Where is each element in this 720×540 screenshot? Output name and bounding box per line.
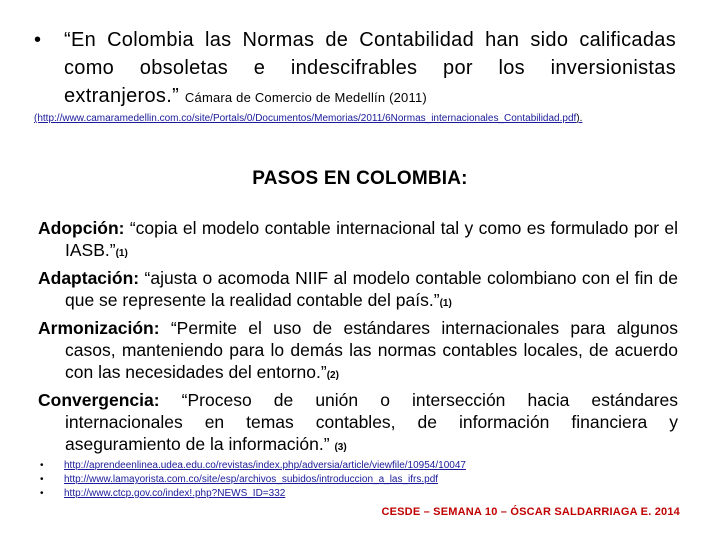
step-adaptacion (38, 267, 678, 315)
quote-source: Cámara de Comercio de Medellín (2011) (184, 90, 427, 105)
footer-link-item (40, 473, 680, 487)
footer-links (40, 459, 680, 501)
step-term: Adopción: (38, 218, 130, 238)
reference-url[interactable]: (http://www.camaramedellin.com.co/site/Portals/0/Documentos/Memorias/2011/6Normas_internacionales_Contabilidad.pdf (34, 113, 577, 124)
quote-block (34, 26, 676, 112)
footer-link-item (40, 487, 680, 501)
step-definition: “Proceso de unión o intersección hacia estándares internacionales en temas contables, de información financiera y aseguramiento de la información.” (65, 390, 678, 454)
step-note: (2) (326, 370, 339, 381)
quote-bullet: • (34, 29, 42, 51)
step-note: (3) (334, 442, 347, 453)
reference-link[interactable] (34, 112, 684, 125)
steps-list (38, 217, 678, 461)
step-definition: “ajusta o acomoda NIIF al modelo contable colombiano con el fin de que se represente la realidad contable del país.” (65, 268, 678, 310)
step-term: Armonización: (38, 318, 171, 338)
footer-link-url[interactable]: http://www.lamayorista.com.co/site/esp/archivos_subidos/introduccion_a_las_ifrs.pdf (64, 474, 439, 485)
footer-link-bullet: • (40, 488, 44, 499)
footer-link-bullet: • (40, 474, 44, 485)
footer-link-bullet: • (40, 460, 44, 471)
section-title: PASOS EN COLOMBIA: (252, 168, 468, 189)
step-term: Convergencia: (38, 390, 182, 410)
step-definition: “Permite el uso de estándares internacionales para algunos casos, manteniendo para lo demás las normas contables locales, de acuerdo con las necesidades del entorno.” (65, 318, 678, 382)
quote-body: “En Colombia las Normas de Contabilidad han sido calificadas como obsoletas e indescifrables por los inversionistas extranjeros.” (64, 29, 676, 107)
step-adopcion (38, 217, 678, 265)
step-definition: “copia el modelo contable internacional tal y como es formulado por el IASB.” (65, 218, 678, 260)
footer-link-item (40, 459, 680, 473)
reference-end: ). (576, 113, 583, 124)
footer-credit: CESDE – SEMANA 10 – ÓSCAR SALDARRIAGA E. 2014 (381, 506, 680, 518)
footer-link-url[interactable]: http://aprendeenlinea.udea.edu.co/revistas/index.php/adversia/article/viewfile/10954/10047 (64, 460, 466, 471)
quote-text (64, 26, 676, 112)
step-term: Adaptación: (38, 268, 145, 288)
footer-link-url[interactable]: http://www.ctcp.gov.co/index!.php?NEWS_ID=332 (64, 488, 286, 499)
step-note: (1) (115, 248, 128, 259)
step-armonizacion (38, 317, 678, 387)
step-note: (1) (439, 298, 452, 309)
step-convergencia (38, 389, 678, 459)
